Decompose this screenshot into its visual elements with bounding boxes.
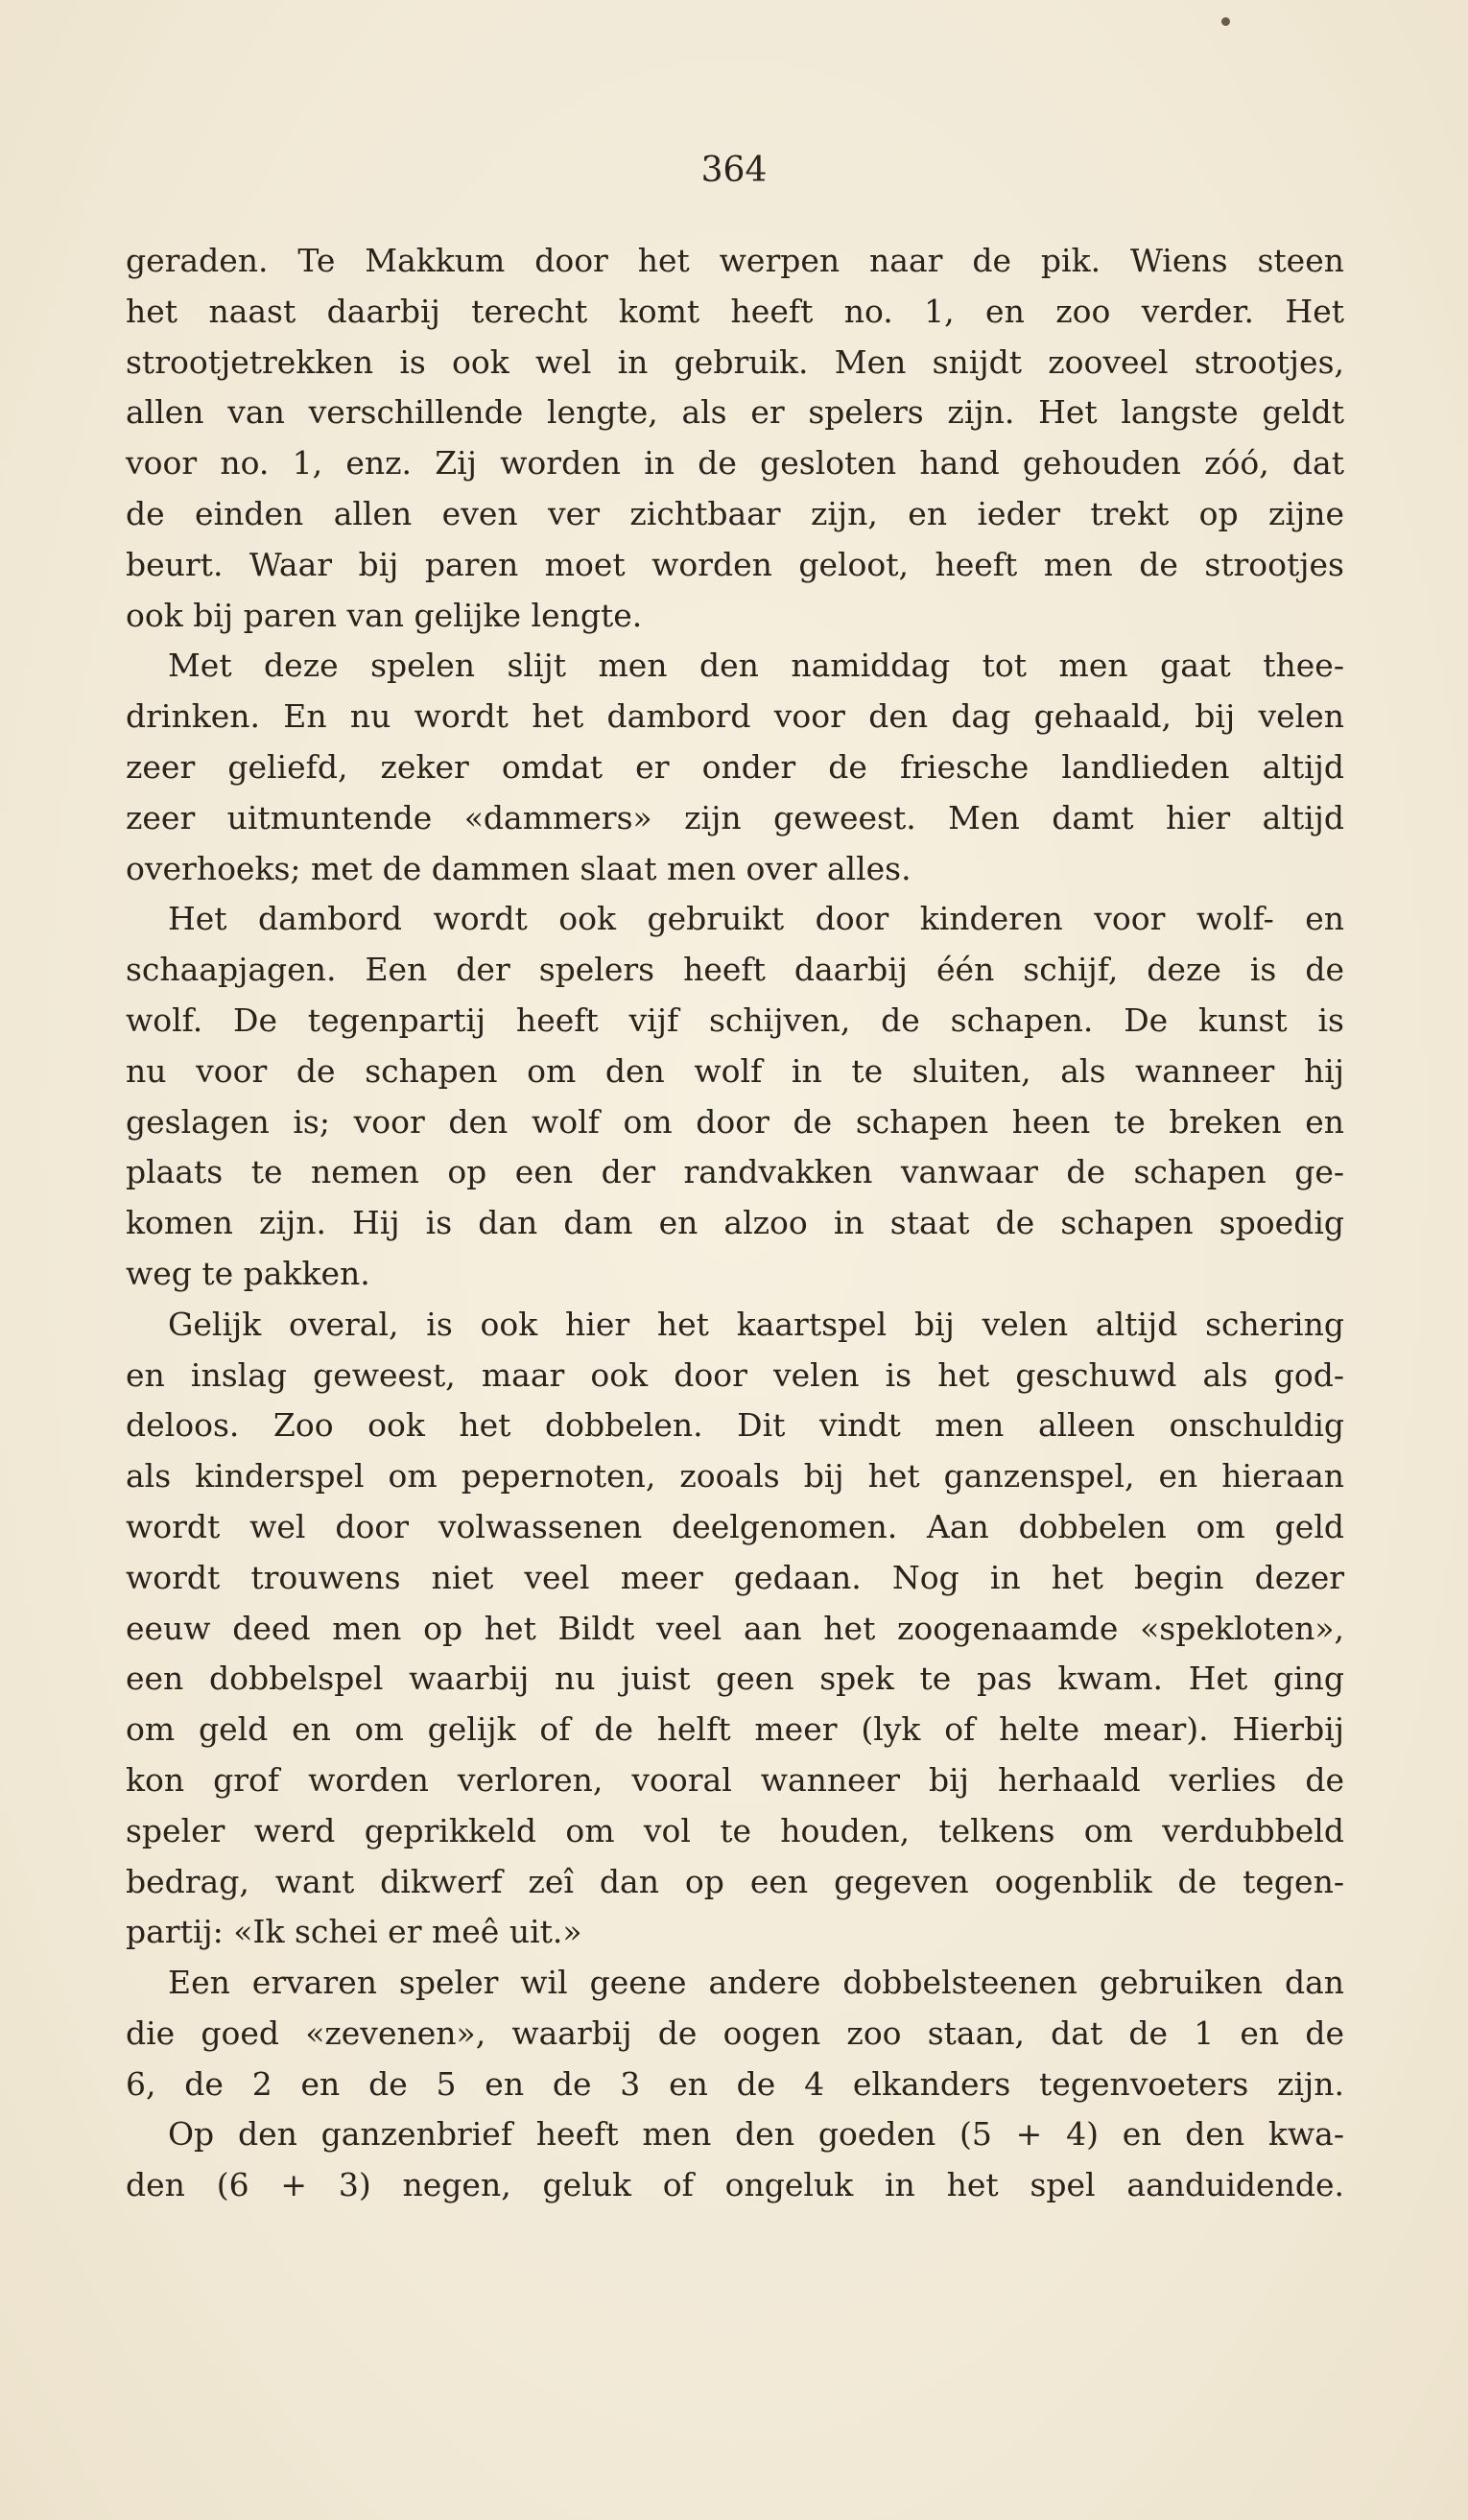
text-line: deloos. Zoo ook het dobbelen. Dit vindt men alleen onschuldig (126, 1406, 1344, 1445)
text-line: den (6 + 3) negen, geluk of ongeluk in het spel aanduidende. (126, 2166, 1344, 2204)
text-line: Met deze spelen slijt men den namiddag tot men gaat thee- (168, 647, 1344, 685)
page-number: 364 (700, 151, 768, 190)
body-text (126, 236, 1344, 2211)
text-line: en inslag geweest, maar ook door velen is het geschuwd als god- (126, 1355, 1344, 1394)
text-line: Het dambord wordt ook gebruikt door kinderen voor wolf- en (168, 900, 1344, 938)
ink-speck (1221, 17, 1230, 26)
text-line: voor no. 1, enz. Zij worden in de gesloten hand gehouden zóó, dat (126, 444, 1344, 483)
text-line: eeuw deed men op het Bildt veel aan het zoogenaamde «spekloten», (126, 1609, 1344, 1647)
text-line: beurt. Waar bij paren moet worden geloot, heeft men de strootjes (126, 545, 1344, 583)
text-line: als kinderspel om pepernoten, zooals bij het ganzenspel, en hieraan (126, 1457, 1344, 1496)
text-line: allen van verschillende lengte, als er spelers zijn. Het langste geldt (126, 393, 1344, 432)
text-line: de einden allen even ver zichtbaar zijn, en ieder trekt op zijne (126, 494, 1344, 532)
text-line: geslagen is; voor den wolf om door de schapen heen te breken en (126, 1102, 1344, 1141)
text-line: om geld en om gelijk of de helft meer (lyk of helte mear). Hierbij (126, 1710, 1344, 1749)
text-line: plaats te nemen op een der randvakken vanwaar de schapen ge- (126, 1153, 1344, 1191)
text-line: 6, de 2 en de 5 en de 3 en de 4 elkanders tegenvoeters zijn. (126, 2064, 1344, 2103)
text-line: die goed «zevenen», waarbij de oogen zoo staan, dat de 1 en de (126, 2014, 1344, 2052)
text-line: partij: «Ik schei er meê uit.» (126, 1913, 582, 1951)
text-line: weg te pakken. (126, 1254, 370, 1292)
text-line: komen zijn. Hij is dan dam en alzoo in staat de schapen spoedig (126, 1204, 1344, 1242)
text-line: wordt wel door volwassenen deelgenomen. Aan dobbelen om geld (126, 1507, 1344, 1545)
text-line: Een ervaren speler wil geene andere dobbelsteenen gebruiken dan (168, 1964, 1344, 2002)
text-line: geraden. Te Makkum door het werpen naar de pik. Wiens steen (126, 242, 1344, 279)
text-line: strootjetrekken is ook wel in gebruik. Men snijdt zooveel strootjes, (126, 342, 1344, 381)
text-line: zeer geliefd, zeker omdat er onder de friesche landlieden altijd (126, 747, 1344, 786)
text-line: het naast daarbij terecht komt heeft no. 1, en zoo verder. Het (126, 292, 1344, 330)
text-line: schaapjagen. Een der spelers heeft daarbij één schijf, deze is de (126, 951, 1344, 989)
text-line: wolf. De tegenpartij heeft vijf schijven, de schapen. De kunst is (126, 1001, 1344, 1039)
text-line: speler werd geprikkeld om vol te houden, telkens om verdubbeld (126, 1811, 1344, 1849)
text-line: bedrag, want dikwerf zeî dan op een gegeven oogenblik de tegen- (126, 1862, 1344, 1900)
text-line: wordt trouwens niet veel meer gedaan. Nog in het begin dezer (126, 1558, 1344, 1596)
text-line: Op den ganzenbrief heeft men den goeden (5 + 4) en den kwa- (168, 2115, 1344, 2154)
text-line: een dobbelspel waarbij nu juist geen spek te pas kwam. Het ging (126, 1660, 1344, 1698)
text-line: Gelijk overal, is ook hier het kaartspel bij velen altijd schering (168, 1305, 1344, 1343)
text-line: kon grof worden verloren, vooral wanneer bij herhaald verlies de (126, 1760, 1344, 1799)
text-line: overhoeks; met de dammen slaat men over alles. (126, 849, 912, 887)
text-line: ook bij paren van gelijke lengte. (126, 596, 643, 634)
text-line: drinken. En nu wordt het dambord voor den dag gehaald, bij velen (126, 697, 1344, 736)
text-line: zeer uitmuntende «dammers» zijn geweest. Men damt hier altijd (126, 798, 1344, 836)
text-line: nu voor de schapen om den wolf in te sluiten, als wanneer hij (126, 1051, 1344, 1090)
